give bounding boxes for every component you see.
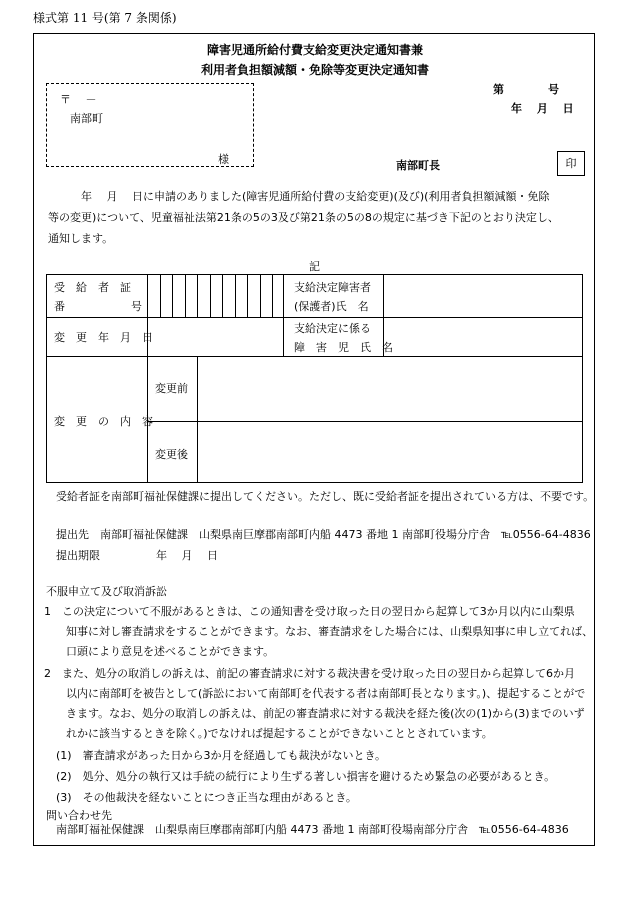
after-change-label: 変更後: [155, 448, 188, 461]
document-title-line1: 障害児通所給付費支給変更決定通知書兼: [206, 43, 423, 57]
guardian-name-label-b: (保護者)氏 名: [294, 300, 369, 313]
change-content-label: 変 更 の 内 容: [54, 415, 153, 428]
guardian-name-label-a: 支給決定障害者: [294, 281, 371, 294]
postal-code: 〒 －: [60, 93, 97, 106]
issue-date: 年 月 日: [511, 102, 574, 115]
ki-heading: 記: [309, 260, 320, 273]
appeal-item1-line1: 1 この決定について不服があるときは、この通知書を受け取った日の翌日から起算して3か月以内に山梨県: [44, 605, 575, 618]
appeal-item2-line2: 以内に南部町を被告として(訴訟において南部町を代表する者は南部町長となります。)、提起することがで: [44, 687, 586, 700]
change-date-label: 変 更 年 月 日: [54, 331, 153, 344]
appeal-sub-item-3: (3) その他裁決を経ないことにつき正当な理由があるとき。: [56, 791, 357, 804]
form-number: 様式第 11 号(第 7 条関係): [33, 11, 177, 25]
appeal-item1-line3: 口頭により意見を述べることができます。: [44, 645, 275, 658]
issuer-name: 南部町長: [396, 159, 440, 172]
body-text-line3: 通知します。: [48, 232, 114, 245]
appeal-sub-item-2: (2) 処分、処分の執行又は手続の続行により生ずる著しい損害を避けるため緊急の必要があるとき。: [56, 770, 556, 783]
document-title-line2: 利用者負担額減額・免除等変更決定通知書: [200, 63, 429, 77]
document-number: 第 号: [493, 83, 559, 96]
appeal-heading: 不服申立て及び取消訴訟: [46, 585, 167, 598]
body-text-line2: 等の変更)について、児童福祉法第21条の5の3及び第21条の5の8の規定に基づき下記のとおり決定し、: [48, 211, 559, 224]
submission-deadline-label: 提出期限: [56, 549, 100, 562]
recipient-honorific: 様: [218, 153, 229, 166]
submission-destination: 提出先 南部町福祉保健課 山梨県南巨摩郡南部町内船 4473 番地 1 南部町役場分庁舎 ℡0556-64-4836: [56, 528, 591, 541]
child-name-label-b: 障 害 児 氏 名: [294, 341, 393, 354]
child-name-label-a: 支給決定に係る: [294, 322, 371, 335]
contact-detail: 南部町福祉保健課 山梨県南巨摩郡南部町内船 4473 番地 1 南部町役場南部分庁舎 ℡0556-64-4836: [56, 823, 569, 836]
before-change-label: 変更前: [155, 382, 188, 395]
appeal-sub-item-1: (1) 審査請求があった日から3か月を経過しても裁決がないとき。: [56, 749, 387, 762]
recipient-certificate-label-a: 受 給 者 証: [54, 281, 131, 294]
recipient-town: 南部町: [70, 112, 103, 125]
submission-deadline-value: 年 月 日: [156, 549, 218, 562]
seal-box: 印: [557, 151, 585, 176]
appeal-item2-line1: 2 また、処分の取消しの訴えは、前記の審査請求に対する裁決書を受け取った日の翌日から起算して6か月: [44, 667, 575, 680]
contact-heading: 問い合わせ先: [46, 809, 112, 822]
appeal-item2-line4: れかに該当するときを除く。)でなければ提起することができないこととされています。: [44, 727, 493, 740]
body-text-line1: 年 月 日に申請のありました(障害児通所給付費の支給変更)(及び)(利用者負担額減額・免除: [48, 190, 550, 203]
appeal-item1-line2: 知事に対し審査請求をすることができます。なお、審査請求をした場合には、山梨県知事に申し立てれば、: [44, 625, 594, 638]
submission-note: 受給者証を南部町福祉保健課に提出してください。ただし、既に受給者証を提出されている方は、不要です。: [56, 490, 595, 503]
appeal-item2-line3: きます。なお、処分の取消しの訴えは、前記の審査請求に対する裁決を経た後(次の(1)から(3)までのいず: [44, 707, 585, 720]
recipient-certificate-label-b: 番 号: [54, 300, 142, 313]
